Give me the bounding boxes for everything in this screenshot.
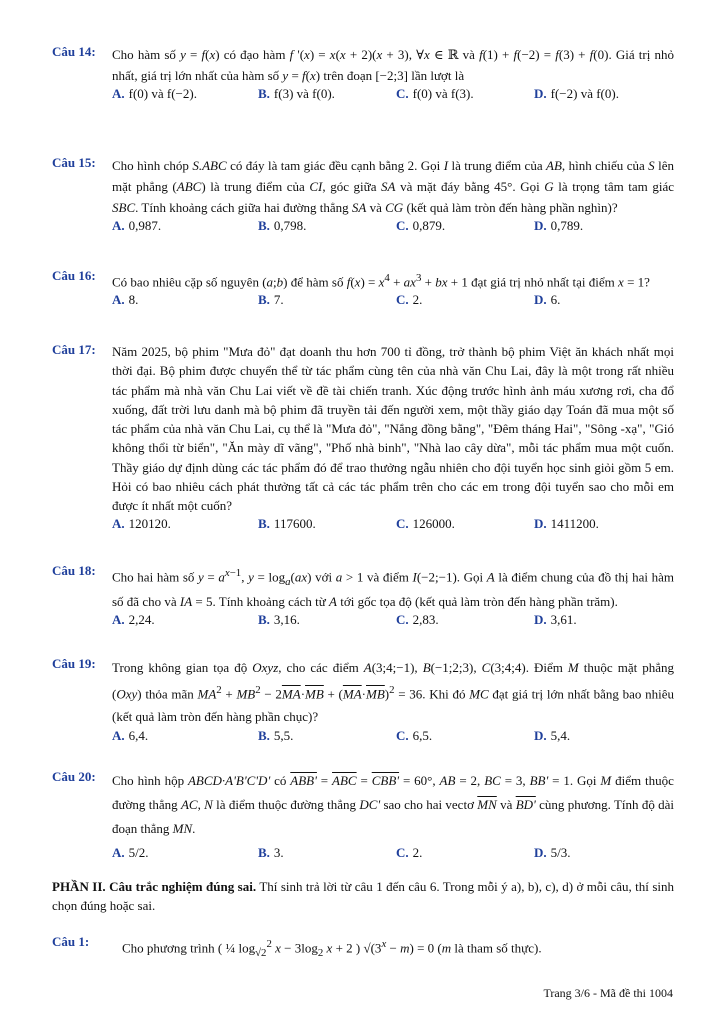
option-b[interactable]: B. 5,5.: [258, 728, 294, 744]
option-d[interactable]: D. 1411200.: [534, 515, 599, 531]
answer-options: [112, 516, 674, 535]
option-a[interactable]: A. 8.: [112, 292, 139, 308]
option-b[interactable]: B. f(3) và f(0).: [258, 86, 335, 101]
option-c[interactable]: C. 6,5.: [396, 728, 433, 744]
option-a[interactable]: A. 5/2.: [112, 845, 149, 860]
question-text: Trong không gian tọa độ Oxyz, cho các điểm A(3;4;−1), B(−1;2;3), C(3;4;4). Điểm M thuộc mặt phẳng (Oxy) thỏa mãn $MA^2 + MB^2 - 2\overline{MA}\cdot\overline{MB} + (\overline{MA}\cdot\overline{MB})^2 = 36$. Khi đó MC đạt giá trị lớn nhất bằng bao nhiêu (kết quả làm tròn đến hàng phần chục)?: [112, 660, 675, 725]
option-b[interactable]: B. 3.: [258, 845, 284, 860]
option-a[interactable]: A. 2,24.: [112, 611, 155, 627]
question-label: Câu 16:: [52, 268, 96, 283]
option-b[interactable]: B. 117600.: [258, 515, 316, 531]
part-2-title: PHẦN II. Câu trắc nghiệm đúng sai.: [52, 879, 257, 894]
question-label: Câu 14:: [52, 44, 96, 59]
option-a[interactable]: A. 120120.: [112, 515, 171, 531]
question-text: Cho hình hộp ABCD·A'B'C'D' có $ABB' = \overline{ABC} = CBB' = 60^\circ$, AB = 2, BC = 3, BB' = 1. Gọi M điểm thuộc đường thẳng AC, N là điểm thuộc đường thẳng DC' sao cho hai vectơ $\overline{MN}$ và BD' cùng phương. Tính độ dài đoạn thẳng MN.: [112, 773, 675, 836]
question-20: [52, 769, 674, 875]
answer-options: [112, 86, 674, 105]
question-16: [52, 268, 674, 311]
question-text: Cho hàm số y = f(x) có đạo hàm f '(x) = x(x + 2)(x + 3), ∀x ∈ ℝ và f(1) + f(−2) = f(3) + f(0). Giá trị nhỏ nhất, giá trị lớn nhất của hàm số y = f(x) trên đoạn [−2;3] lần lượt là: [112, 47, 674, 83]
part-2-instruction: Thí sinh trả lời từ câu 1 đến câu 6. Trong mỗi ý a), b), c), d) ở mỗi câu, thí sinh chọn đúng hoặc sai.: [52, 879, 675, 913]
answer-options: [112, 845, 674, 875]
option-a[interactable]: A. 6,4.: [112, 728, 149, 744]
option-d[interactable]: D. 6.: [534, 292, 561, 308]
question-label: Câu 19:: [52, 656, 96, 671]
option-a[interactable]: A. f(0) và f(−2).: [112, 86, 197, 101]
question-19: [52, 656, 674, 747]
option-d[interactable]: D. f(−2) và f(0).: [534, 86, 619, 101]
option-b[interactable]: B. 7.: [258, 292, 284, 308]
question-17: [52, 342, 674, 535]
question-text: Có bao nhiêu cặp số nguyên (a;b) để hàm số $f(x) = x^4 + ax^3$ + bx + 1 đạt giá trị nhỏ nhất tại điểm x = 1?: [112, 272, 650, 290]
option-d[interactable]: D. 5/3.: [534, 845, 571, 860]
option-b[interactable]: B. 3,16.: [258, 611, 300, 627]
option-c[interactable]: C. 2,83.: [396, 611, 439, 627]
question-label: Câu 1:: [52, 934, 90, 949]
page-footer: Trang 3/6 - Mã đề thi 1004: [543, 986, 673, 1000]
option-a[interactable]: A. 0,987.: [112, 218, 162, 233]
option-b[interactable]: B. 0,798.: [258, 218, 307, 233]
option-c[interactable]: C. 2.: [396, 845, 423, 860]
option-c[interactable]: C. 126000.: [396, 515, 455, 531]
part-2-question-1: [52, 934, 674, 964]
question-label: Câu 17:: [52, 342, 96, 357]
option-c[interactable]: C. 2.: [396, 292, 423, 308]
question-text: Cho hai hàm số $y = a^{x-1}$, $y = \log_a(ax)$ với a > 1 và điểm I(−2;−1). Gọi A là điểm chung của đồ thị hai hàm số đã cho và IA = 5. Tính khoảng cách từ A tới gốc tọa độ (kết quả làm tròn đến hàng phần trăm).: [112, 567, 674, 609]
question-text: Cho phương trình ( ¼ $\log_{√2}^2 x - 3\log_2$ x + 2 ) $√(3^x - m) = 0$ (m là tham số thực).: [122, 938, 542, 959]
question-label: Câu 15:: [52, 155, 96, 170]
option-d[interactable]: D. 0,789.: [534, 218, 584, 233]
answer-options: [112, 292, 674, 311]
option-c[interactable]: C. f(0) và f(3).: [396, 86, 474, 101]
option-d[interactable]: D. 5,4.: [534, 728, 571, 744]
answer-options: [112, 218, 674, 237]
question-15: [52, 155, 674, 237]
question-14: [52, 44, 674, 105]
answer-options: [112, 612, 674, 631]
part-2-header: [52, 877, 674, 915]
question-text: Cho hình chóp S.ABC có đáy là tam giác đều cạnh bằng 2. Gọi I là trung điểm của AB, hình chiếu của S lên mặt phẳng (ABC) là trung điểm của CI, góc giữa SA và mặt đáy bằng 45°. Gọi G là trọng tâm tam giác SBC. Tính khoảng cách giữa hai đường thẳng SA và CG (kết quả làm tròn đến hàng phần nghìn)?: [112, 158, 675, 215]
option-d[interactable]: D. 3,61.: [534, 611, 577, 627]
question-text: Năm 2025, bộ phim "Mưa đỏ" đạt doanh thu hơn 700 tỉ đồng, trở thành bộ phim Việt ăn khách nhất mọi thời đại. Bộ phim được chuyển thể từ tác phẩm cùng tên của nhà văn Chu Lai, đây là một trong rất nhiều tác phẩm mà nhà văn Chu Lai viết về đề tài chiến tranh. Xúc động trước hình ảnh máu xương rơi, cha đổ xuống, đất trời lưu danh mà bộ phim đã truyền tải đến người xem, một thầy giáo dạy Toán đã mua một số tác phẩm của nhà văn Chu Lai, cụ thể là "Mưa đỏ", "Nắng đồng bằng", "Đêm tháng Hai", "Sông -xạ", "Gió không thổi từ biển", "Ăn mày dĩ vãng", "Phố nhà binh", "Nhà lao cây dừa", mỗi tác phẩm mua một cuốn. Thầy giáo dự định dùng các tác phẩm đó để trao thưởng ngẫu nhiên cho đội tuyển học sinh giỏi gồm 5 em. Hỏi có bao nhiêu cách phát thưởng tất cả các tác phẩm trên cho các em trong đội tuyển sao cho mỗi em được ít nhất một cuốn?: [112, 344, 674, 514]
question-label: Câu 20:: [52, 769, 96, 784]
option-c[interactable]: C. 0,879.: [396, 218, 446, 233]
question-label: Câu 18:: [52, 563, 96, 578]
answer-options: [112, 728, 674, 747]
question-18: [52, 563, 674, 631]
